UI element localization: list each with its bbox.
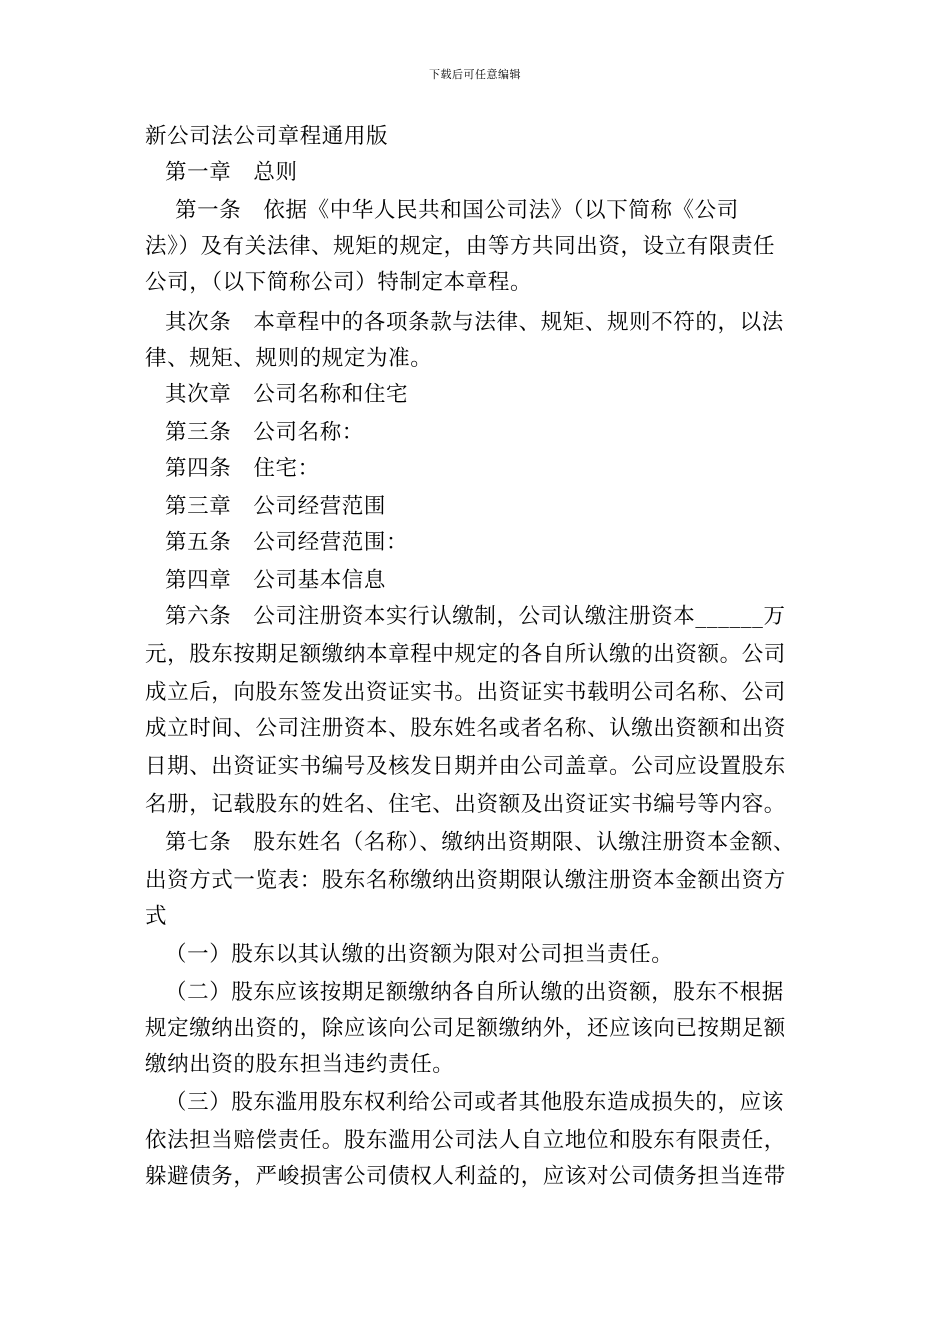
text-line: 公司，（以下简称公司）特制定本章程。 — [145, 270, 533, 295]
text-line: 成立时间、公司注册资本、股东姓名或者名称、认缴出资额和出资 — [145, 716, 786, 741]
text-line: 名册，记载股东的姓名、住宅、出资额及出资证实书编号等内容。 — [145, 792, 786, 817]
text-line: 第一章 总则 — [165, 160, 298, 185]
text-line: 依法担当赔偿责任。股东滥用公司法人自立地位和股东有限责任， — [145, 1128, 786, 1153]
text-line: （二）股东应该按期足额缴纳各自所认缴的出资额，股东不根据 — [165, 980, 784, 1005]
text-line: 第四章 公司基本信息 — [165, 568, 387, 593]
text-line: 规定缴纳出资的，除应该向公司足额缴纳外，还应该向已按期足额 — [145, 1016, 786, 1041]
text-line: 第三条 公司名称： — [165, 420, 364, 445]
page-header: 下载后可任意编辑 — [429, 68, 521, 81]
text-line: 第一条 依据《中华人民共和国公司法》（以下简称《公司 — [175, 198, 739, 223]
text-line: 第四条 住宅： — [165, 456, 320, 481]
text-line: 第七条 股东姓名（名称）、缴纳出资期限、认缴注册资本金额、 — [165, 830, 796, 855]
text-line: 式 — [145, 904, 168, 929]
text-line: 出资方式一览表：股东名称缴纳出资期限认缴注册资本金额出资方 — [145, 868, 786, 893]
text-line: 法》）及有关法律、规矩的规定，由等方共同出资，设立有限责任 — [145, 234, 776, 259]
text-line: 日期、出资证实书编号及核发日期并由公司盖章。公司应设置股东 — [145, 754, 786, 779]
text-line: 第六条 公司注册资本实行认缴制，公司认缴注册资本______万 — [165, 604, 786, 629]
text-line: 元，股东按期足额缴纳本章程中规定的各自所认缴的出资额。公司 — [145, 642, 786, 667]
text-line: 躲避债务，严峻损害公司债权人利益的，应该对公司债务担当连带 — [145, 1164, 786, 1189]
text-line: 其次条 本章程中的各项条款与法律、规矩、规则不符的，以法 — [165, 310, 784, 335]
text-line: 新公司法公司章程通用版 — [145, 124, 389, 149]
text-line: 成立后，向股东签发出资证实书。出资证实书载明公司名称、公司 — [145, 680, 786, 705]
text-line: 律、规矩、规则的规定为准。 — [145, 346, 433, 371]
text-line: （三）股东滥用股东权利给公司或者其他股东造成损失的，应该 — [165, 1090, 784, 1115]
text-line: 缴纳出资的股东担当违约责任。 — [145, 1052, 455, 1077]
text-line: 其次章 公司名称和住宅 — [165, 382, 409, 407]
text-line: 第五条 公司经营范围： — [165, 530, 409, 555]
text-line: （一）股东以其认缴的出资额为限对公司担当责任。 — [165, 942, 674, 967]
text-line: 第三章 公司经营范围 — [165, 494, 387, 519]
